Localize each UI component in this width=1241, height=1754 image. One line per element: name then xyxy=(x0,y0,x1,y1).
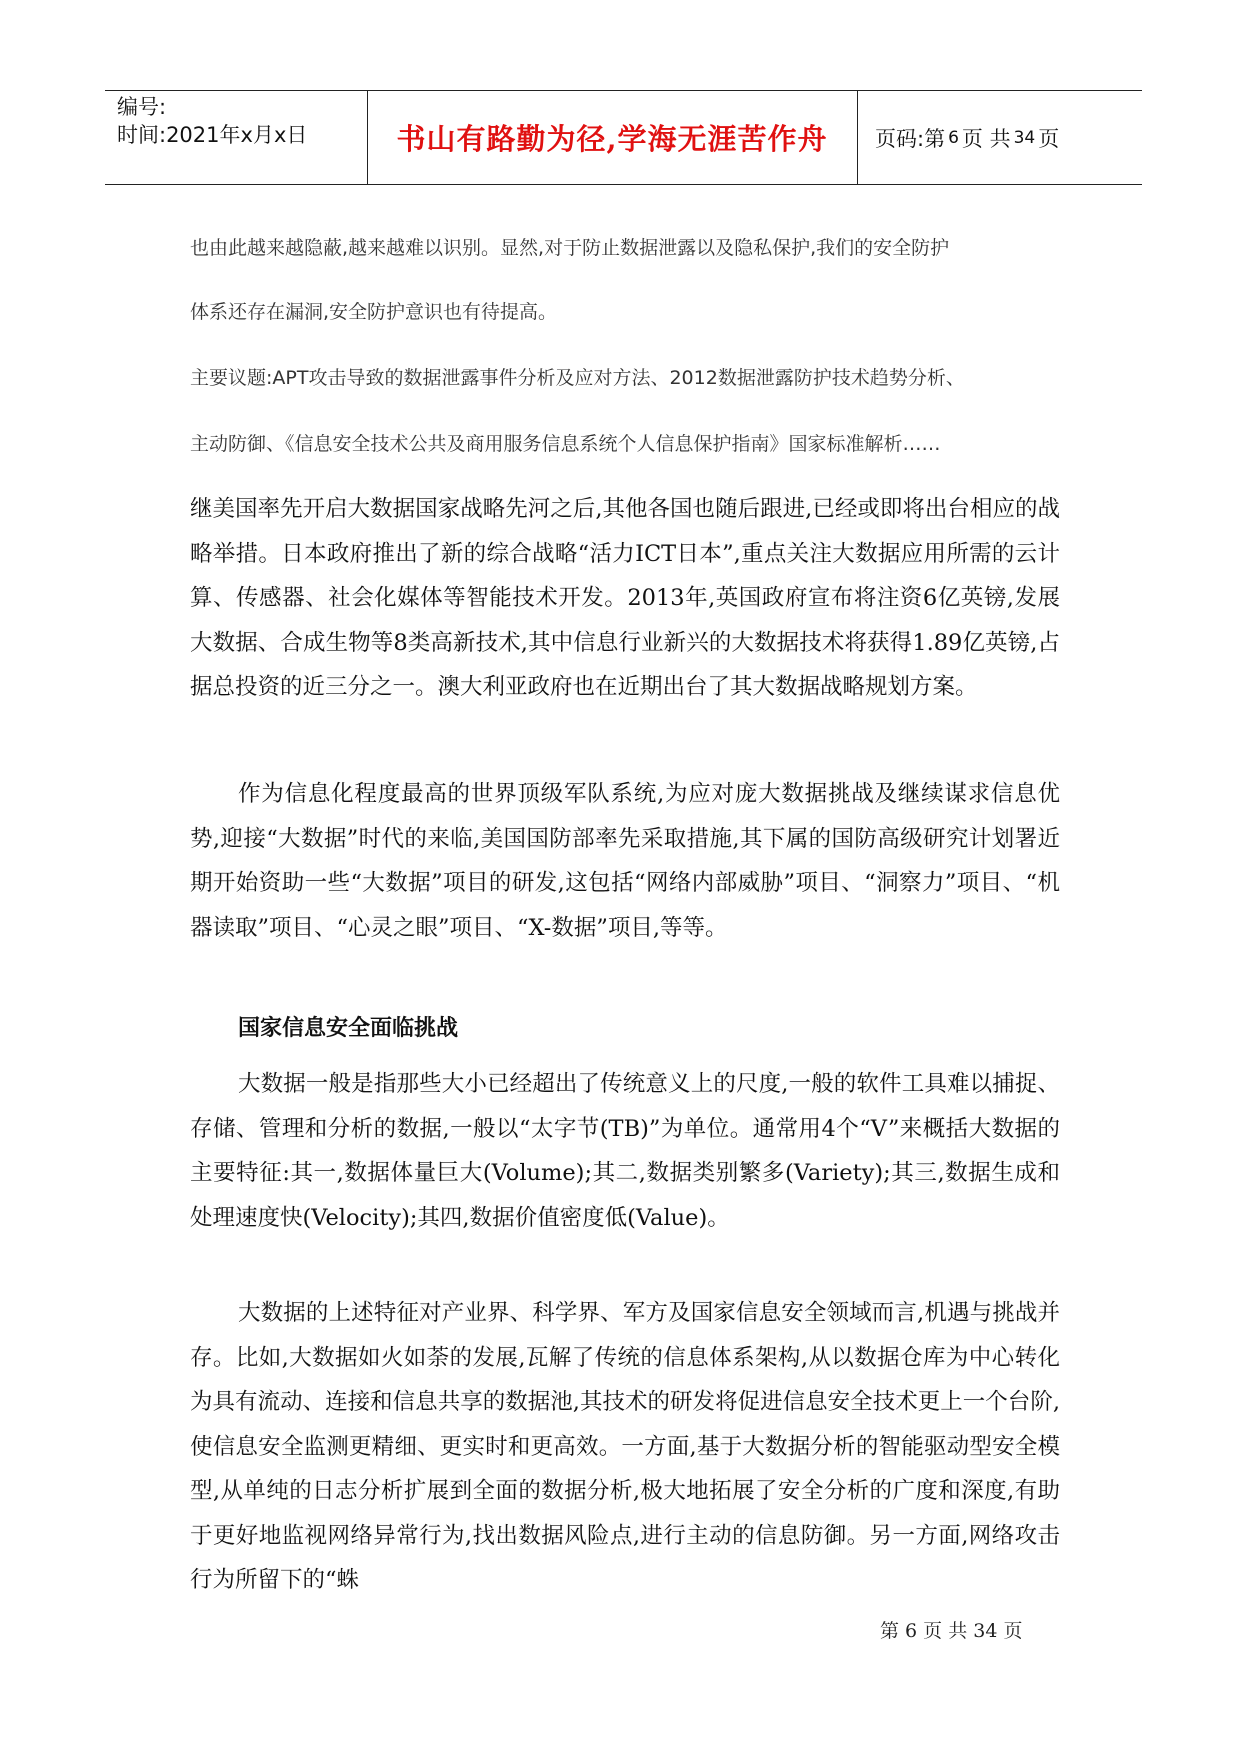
page-suffix: 页 xyxy=(1038,126,1060,151)
header-page-indicator xyxy=(875,91,1059,184)
section-heading: 国家信息安全面临挑战 xyxy=(238,1016,459,1041)
body-paragraph: 大数据一般是指那些大小已经超出了传统意义上的尺度,一般的软件工具难以捕捉、存储、管理和分析的数据,一般以“太字节(TB)”为单位。通常用4个“V”来概括大数据的主要特征:其一,数据体量巨大(Volume);其二,数据类别繁多(Variety);其三,数据生成和处理速度快(Velocity);其四,数据价值密度低(Value)。 xyxy=(190,1071,1060,1231)
intro-line: 体系还存在漏洞,安全防护意识也有待提高。 xyxy=(190,301,558,323)
page-prefix: 页码:第 xyxy=(875,126,946,151)
header-motto: 书山有路勤为径,学海无涯苦作舟 xyxy=(396,122,828,156)
page-header xyxy=(105,90,1142,185)
page-current: 6 xyxy=(948,127,959,148)
document-number-label: 编号: xyxy=(117,95,167,119)
intro-line: 主动防御、《信息安全技术公共及商用服务信息系统个人信息保护指南》国家标准解析…… xyxy=(190,433,941,455)
page-footer: 第 6 页 共 34 页 xyxy=(880,1620,1023,1642)
header-meta xyxy=(117,93,367,149)
header-divider xyxy=(857,91,858,184)
intro-line: 也由此越来越隐蔽,越来越难以识别。显然,对于防止数据泄露以及隐私保护,我们的安全防护 xyxy=(190,237,950,259)
intro-line: 主要议题:APT攻击导致的数据泄露事件分析及应对方法、2012数据泄露防护技术趋势分析、 xyxy=(190,367,965,389)
body-paragraph: 作为信息化程度最高的世界顶级军队系统,为应对庞大数据挑战及继续谋求信息优势,迎接“大数据”时代的来临,美国国防部率先采取措施,其下属的国防高级研究计划署近期开始资助一些“大数据”项目的研发,这包括“网络内部威胁”项目、“洞察力”项目、“机器读取”项目、“心灵之眼”项目、“X-数据”项目,等等。 xyxy=(190,781,1060,941)
body-paragraph: 大数据的上述特征对产业界、科学界、军方及国家信息安全领域而言,机遇与挑战并存。比如,大数据如火如荼的发展,瓦解了传统的信息体系架构,从以数据仓库为中心转化为具有流动、连接和信息共享的数据池,其技术的研发将促进信息安全技术更上一个台阶,使信息安全监测更精细、更实时和更高效。一方面,基于大数据分析的智能驱动型安全模型,从单纯的日志分析扩展到全面的数据分析,极大地拓展了安全分析的广度和深度,有助于更好地监视网络异常行为,找出数据风险点,进行主动的信息防御。另一方面,网络攻击行为所留下的“蛛 xyxy=(190,1300,1060,1593)
page-total: 34 xyxy=(1013,127,1036,148)
body-paragraph: 继美国率先开启大数据国家战略先河之后,其他各国也随后跟进,已经或即将出台相应的战略举措。日本政府推出了新的综合战略“活力ICT日本”,重点关注大数据应用所需的云计算、传感器、社会化媒体等智能技术开发。2013年,英国政府宣布将注资6亿英镑,发展大数据、合成生物等8类高新技术,其中信息行业新兴的大数据技术将获得1.89亿英镑,占据总投资的近三分之一。澳大利亚政府也在近期出台了其大数据战略规划方案。 xyxy=(190,496,1060,700)
page-mid: 页 共 xyxy=(961,126,1011,151)
document-time-label: 时间:2021年x月x日 xyxy=(117,123,308,147)
